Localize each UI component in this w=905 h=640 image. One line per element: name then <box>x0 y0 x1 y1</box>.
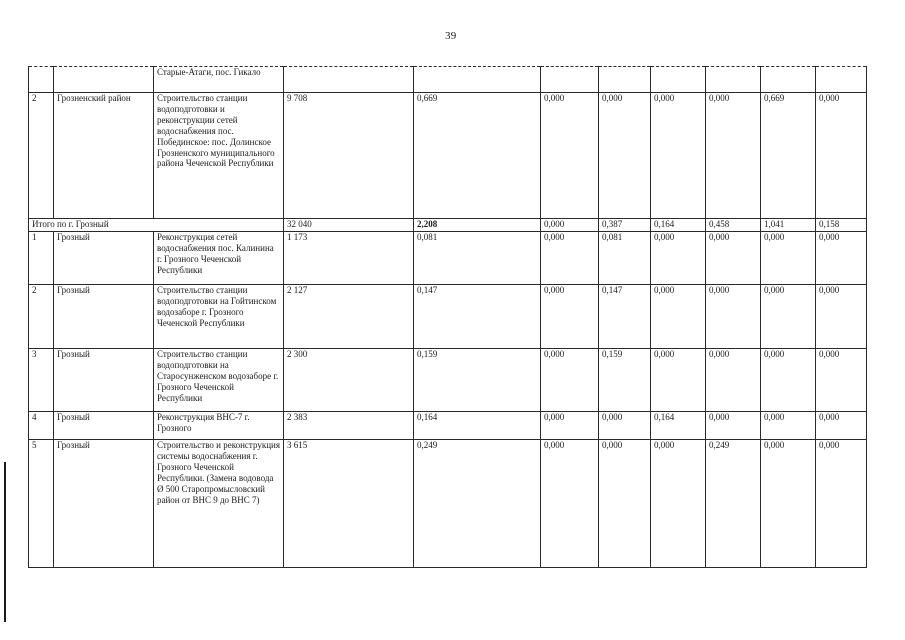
district-cell: Грозный <box>54 349 154 412</box>
scan-margin-mark <box>4 462 6 622</box>
total-value-cell: 0,164 <box>651 219 706 232</box>
project-cell: Строительство станции водоподготовки на Гойтинском водозаборе г. Грозного Чеченской Республики <box>154 285 284 349</box>
value-cell: 0,000 <box>651 232 706 285</box>
value-cell: 0,000 <box>706 232 761 285</box>
value-cell: 0,000 <box>706 349 761 412</box>
value-cell: 0,000 <box>651 93 706 219</box>
total-cost-cell: 32 040 <box>284 219 414 232</box>
cost-cell: 2 383 <box>284 412 414 440</box>
table-row <box>29 285 867 349</box>
project-cell: Строительство и реконструкция системы водоснабжения г. Грозного Чеченской Республики. (Замена водовода Ø 500 Старопромысловский район от ВНС 9 до ВНС 7) <box>154 440 284 568</box>
cost-cell: 2 127 <box>284 285 414 349</box>
value-cell: 0,000 <box>816 440 867 568</box>
value-cell <box>599 67 651 93</box>
total-value-cell: 0,387 <box>599 219 651 232</box>
value-cell <box>706 67 761 93</box>
value-cell <box>651 67 706 93</box>
table-row <box>29 440 867 568</box>
value-cell: 0,159 <box>599 349 651 412</box>
value-cell: 0,000 <box>706 93 761 219</box>
value-cell <box>761 67 816 93</box>
value-cell: 0,000 <box>761 232 816 285</box>
value-cell <box>816 67 867 93</box>
value-cell <box>541 67 599 93</box>
value-cell: 0,669 <box>414 93 541 219</box>
cost-cell: 2 300 <box>284 349 414 412</box>
project-cell: Старые-Атаги, пос. Гикало <box>154 67 284 93</box>
value-cell: 0,000 <box>816 349 867 412</box>
total-value-cell: 0,000 <box>541 219 599 232</box>
value-cell: 0,081 <box>414 232 541 285</box>
district-cell: Грозный <box>54 412 154 440</box>
row-number-cell: 3 <box>29 349 54 412</box>
value-cell: 0,000 <box>541 285 599 349</box>
value-cell: 0,000 <box>541 93 599 219</box>
value-cell: 0,000 <box>541 412 599 440</box>
value-cell <box>414 67 541 93</box>
project-cell: Строительство станции водоподготовки на Старосунженском водозаборе г. Грозного Чеченской Республики <box>154 349 284 412</box>
cost-cell: 9 708 <box>284 93 414 219</box>
value-cell: 0,000 <box>541 440 599 568</box>
total-row <box>29 219 867 232</box>
value-cell: 0,249 <box>414 440 541 568</box>
value-cell: 0,000 <box>541 232 599 285</box>
district-cell: Грозный <box>54 285 154 349</box>
value-cell: 0,000 <box>761 349 816 412</box>
total-label: Итого по г. Грозный <box>29 219 284 232</box>
investment-table <box>28 66 867 568</box>
row-number-cell: 1 <box>29 232 54 285</box>
cost-cell: 3 615 <box>284 440 414 568</box>
row-number-cell: 4 <box>29 412 54 440</box>
value-cell: 0,000 <box>541 349 599 412</box>
project-cell: Строительство станции водоподготовки и реконструкции сетей водоснабжения пос. Побединское: пос. Долинское Грозненского муниципального района Чеченской Республики <box>154 93 284 219</box>
value-cell: 0,000 <box>816 93 867 219</box>
total-value-cell: 2,208 <box>414 219 541 232</box>
value-cell: 0,000 <box>816 412 867 440</box>
value-cell: 0,000 <box>599 412 651 440</box>
value-cell: 0,164 <box>651 412 706 440</box>
district-cell: Грозный <box>54 440 154 568</box>
value-cell: 0,000 <box>599 93 651 219</box>
table-row <box>29 412 867 440</box>
table-row <box>29 93 867 219</box>
project-cell: Реконструкция ВНС-7 г. Грозного <box>154 412 284 440</box>
district-cell <box>54 67 154 93</box>
total-value-cell: 0,458 <box>706 219 761 232</box>
district-cell: Грозный <box>54 232 154 285</box>
cost-cell <box>284 67 414 93</box>
row-number-cell: 5 <box>29 440 54 568</box>
value-cell: 0,000 <box>761 412 816 440</box>
total-value-cell: 1,041 <box>761 219 816 232</box>
project-cell: Реконструкция сетей водоснабжения пос. Калинина г. Грозного Чеченской Республики <box>154 232 284 285</box>
table-row <box>29 349 867 412</box>
value-cell: 0,147 <box>599 285 651 349</box>
value-cell: 0,000 <box>651 285 706 349</box>
value-cell: 0,249 <box>706 440 761 568</box>
table-row-continuation <box>29 67 867 93</box>
value-cell: 0,000 <box>651 440 706 568</box>
table-row <box>29 232 867 285</box>
value-cell: 0,081 <box>599 232 651 285</box>
total-value-cell: 0,158 <box>816 219 867 232</box>
value-cell: 0,000 <box>816 285 867 349</box>
value-cell: 0,159 <box>414 349 541 412</box>
district-cell: Грозненский район <box>54 93 154 219</box>
cost-cell: 1 173 <box>284 232 414 285</box>
value-cell: 0,000 <box>761 440 816 568</box>
row-number-cell: 2 <box>29 93 54 219</box>
value-cell: 0,000 <box>651 349 706 412</box>
value-cell: 0,000 <box>761 285 816 349</box>
row-number-cell <box>29 67 54 93</box>
value-cell: 0,669 <box>761 93 816 219</box>
value-cell: 0,147 <box>414 285 541 349</box>
value-cell: 0,000 <box>599 440 651 568</box>
row-number-cell: 2 <box>29 285 54 349</box>
value-cell: 0,000 <box>706 285 761 349</box>
value-cell: 0,000 <box>816 232 867 285</box>
page-number: 39 <box>445 30 457 42</box>
value-cell: 0,000 <box>706 412 761 440</box>
value-cell: 0,164 <box>414 412 541 440</box>
